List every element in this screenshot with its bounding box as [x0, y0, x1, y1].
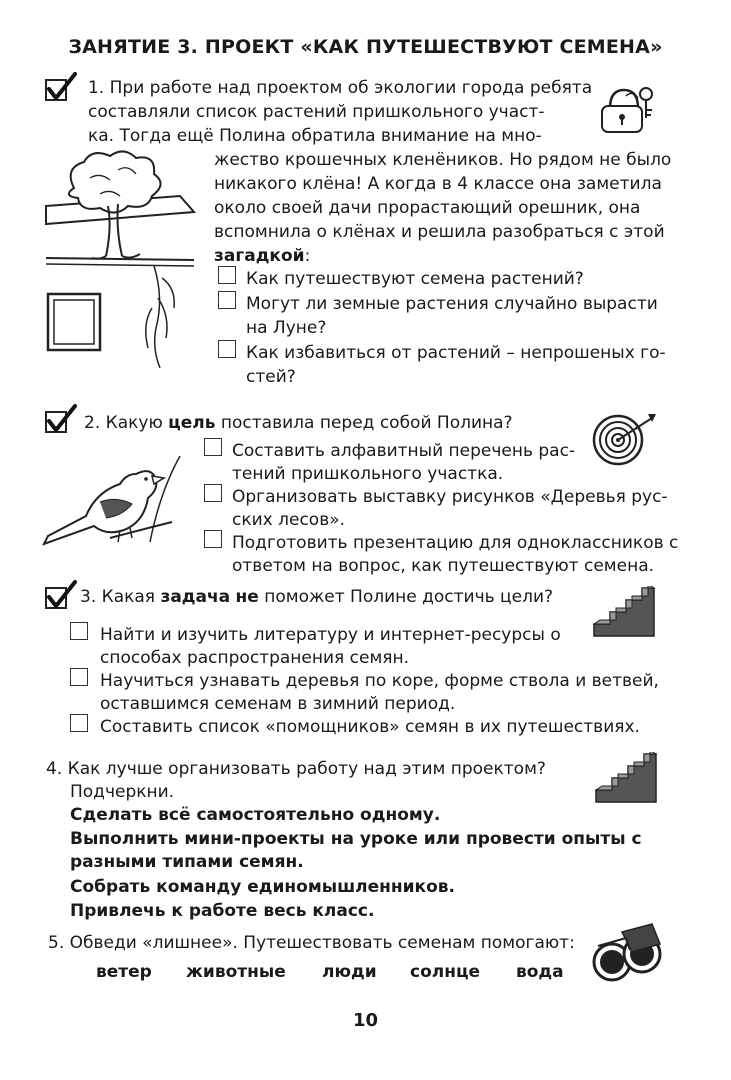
task5-option-people[interactable]: люди	[322, 962, 377, 982]
task4-answer-3[interactable]: Собрать команду единомышленников.	[70, 877, 455, 897]
binoculars-icon	[592, 920, 664, 986]
task2-option-3-checkbox[interactable]	[204, 530, 222, 548]
task2-suffix: поставила перед собой Полина?	[215, 413, 513, 433]
task1-line-2: составляли список растений пришкольного участ-	[88, 102, 545, 122]
task4-answer-4[interactable]: Привлечь к работе весь класс.	[70, 901, 375, 921]
task4-answer-1[interactable]: Сделать всё самостоятельно одному.	[70, 805, 441, 825]
task2-question	[84, 412, 513, 434]
task5-question: 5. Обведи «лишнее». Путешествовать семенам помогают:	[48, 933, 575, 953]
task2-option-1-cont: тений пришкольного участка.	[232, 464, 504, 484]
task2-option-2-cont: ских лесов».	[232, 510, 346, 530]
task1-option-2: Могут ли земные растения случайно вырасти	[246, 294, 658, 314]
task1-line-8	[214, 245, 310, 267]
task3-suffix: поможет Полине достичь цели?	[258, 587, 554, 607]
task4-instruction: Подчеркни.	[70, 782, 175, 802]
task1-bold-word: загадкой	[214, 246, 305, 266]
task3-option-3: Составить список «помощников» семян в их путешествиях.	[100, 717, 640, 737]
task1-line-5: никакого клёна! А когда в 4 классе она заметила	[214, 174, 662, 194]
task2-bold: цель	[168, 413, 216, 433]
task1-option-3: Как избавиться от растений – непрошеных го-	[246, 343, 666, 363]
task1-line-1: 1. При работе над проектом об экологии города ребята	[88, 78, 593, 98]
task1-option-1: Как путешествуют семена растений?	[246, 269, 584, 289]
checkmark-icon	[44, 580, 78, 612]
task1-option-1-checkbox[interactable]	[218, 266, 236, 284]
task3-option-2: Научиться узнавать деревья по коре, форме ствола и ветвей,	[100, 671, 659, 691]
checkmark-icon	[44, 72, 78, 104]
task3-bold-2: не	[235, 587, 259, 607]
task3-option-1-checkbox[interactable]	[70, 622, 88, 640]
page-title: ЗАНЯТИЕ 3. ПРОЕКТ «КАК ПУТЕШЕСТВУЮТ СЕМЕНА»	[68, 36, 663, 58]
checkmark-icon	[44, 404, 78, 436]
task1-option-3-cont: стей?	[246, 367, 296, 387]
task1-line-4: жество крошечных кленёников. Но рядом не было	[214, 150, 672, 170]
stairs-icon	[594, 752, 662, 806]
task4-answer-2[interactable]: Выполнить мини-проекты на уроке или провести опыты с	[70, 829, 642, 849]
bird-illustration	[40, 452, 190, 552]
task3-option-2-cont: оставшимся семенам в зимний период.	[100, 694, 456, 714]
task1-line-7: вспомнила о клёнах и решила разобраться с этой	[214, 222, 665, 242]
task3-option-2-checkbox[interactable]	[70, 668, 88, 686]
task3-bold-1: задача	[160, 587, 231, 607]
padlock-keys-icon	[596, 84, 662, 136]
task1-option-3-checkbox[interactable]	[218, 340, 236, 358]
task2-option-1: Составить алфавитный перечень рас-	[232, 441, 576, 461]
task2-option-2: Организовать выставку рисунков «Деревья рус-	[232, 487, 668, 507]
task3-question	[80, 586, 553, 608]
task2-prefix: 2. Какую	[84, 413, 169, 433]
task2-option-3-cont: ответом на вопрос, как путешествуют семена.	[232, 556, 655, 576]
target-icon	[592, 412, 658, 466]
task1-option-2-checkbox[interactable]	[218, 291, 236, 309]
task5-option-wind[interactable]: ветер	[96, 962, 152, 982]
task3-option-1-cont: способах распространения семян.	[100, 648, 410, 668]
task2-option-3: Подготовить презентацию для одноклассников с	[232, 533, 679, 553]
task5-option-sun[interactable]: солнце	[410, 962, 481, 982]
task1-option-2-cont: на Луне?	[246, 318, 327, 338]
task1-line-6: около своей дачи прорастающий орешник, она	[214, 198, 641, 218]
task5-option-water[interactable]: вода	[516, 962, 564, 982]
tree-house-illustration	[44, 148, 212, 384]
task2-option-2-checkbox[interactable]	[204, 484, 222, 502]
task4-answer-2-cont[interactable]: разными типами семян.	[70, 852, 304, 872]
task5-option-animals[interactable]: животные	[186, 962, 286, 982]
page-number: 10	[352, 1010, 379, 1031]
stairs-icon	[592, 586, 660, 640]
task1-line-3: ка. Тогда ещё Полина обратила внимание на мно-	[88, 126, 542, 146]
task3-option-1: Найти и изучить литературу и интернет-ресурсы о	[100, 625, 561, 645]
task1-bold-tail: :	[304, 246, 311, 266]
task3-prefix: 3. Какая	[80, 587, 161, 607]
task3-option-3-checkbox[interactable]	[70, 714, 88, 732]
task2-option-1-checkbox[interactable]	[204, 438, 222, 456]
task4-question: 4. Как лучше организовать работу над этим проектом?	[46, 759, 546, 779]
